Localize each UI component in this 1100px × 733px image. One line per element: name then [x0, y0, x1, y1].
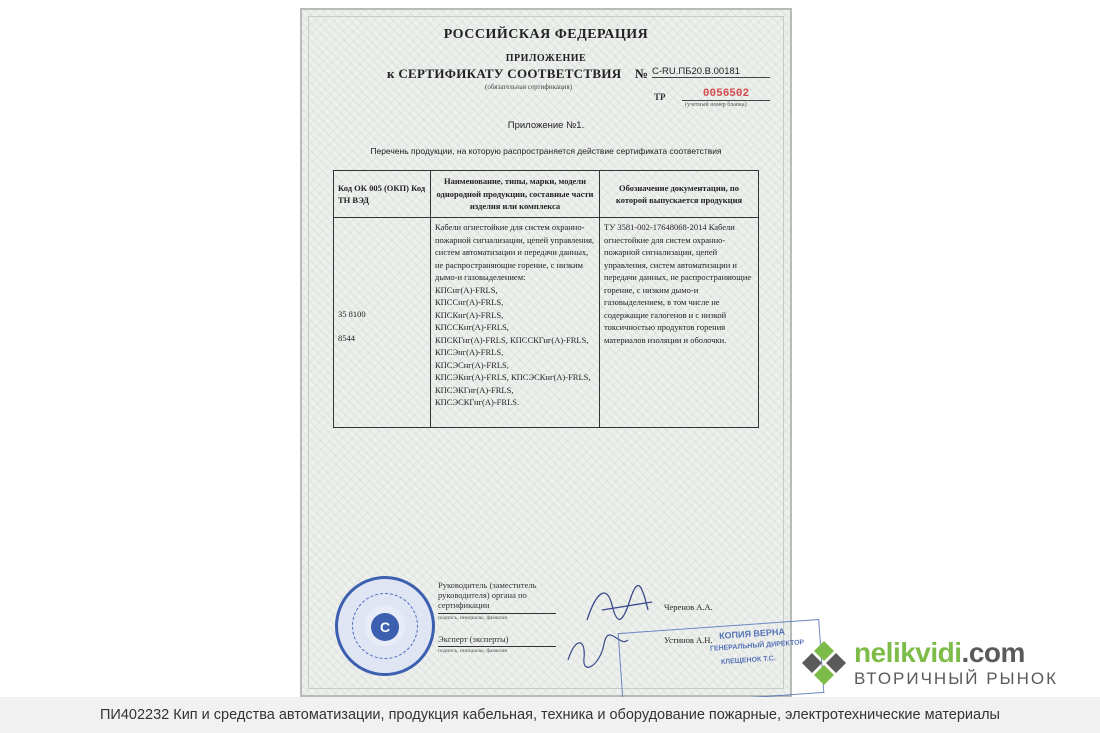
- head-role-label: Руководитель (заместитель руководителя) органа по сертификации: [438, 580, 537, 610]
- copy-verified-stamp: [618, 619, 825, 707]
- signature-line: [438, 613, 556, 614]
- product-model: КПСЭКнг(А)-FRLS, КПСЭСКнг(А)-FRLS, КПСЭКГнг(А)-FRLS,: [435, 372, 591, 395]
- logo-brand: nelikvidi: [854, 637, 962, 668]
- expert-name: Устинов А.Н.: [664, 635, 713, 645]
- tp-label: ТР: [654, 92, 666, 102]
- header-documentation: Обозначение документации, по которой выпускается продукция: [600, 171, 759, 218]
- documentation-cell: ТУ 3581-002-17648068-2014 Кабели огнестойкие для систем охранно-пожарной сигнализации, цепей управления, систем автоматизации и передачи данных, не распространяющие горение, с низким дымо-и газовыделением, в том числе не содержащие галогенов и с низкой токсичностью продуктов горения материалов изоляции и оболочки.: [600, 218, 759, 428]
- caption-text: ПИ402232 Кип и средства автоматизации, продукция кабельная, техника и оборудование пожарные, электротехнические материалы: [100, 707, 1000, 723]
- copy-stamp-line2: ГЕНЕРАЛЬНЫЙ ДИРЕКТОР: [709, 639, 805, 653]
- certificate-document: [300, 8, 805, 697]
- certificate-title: к СЕРТИФИКАТУ СООТВЕТСТВИЯ: [387, 66, 622, 81]
- appendix-number: Приложение №1.: [507, 120, 585, 131]
- site-logo[interactable]: [800, 637, 1080, 693]
- logo-domain: .com: [961, 637, 1025, 668]
- signature-line: [438, 646, 556, 647]
- product-table: [333, 170, 759, 428]
- product-model: КПССКнг(А)-FRLS,: [435, 322, 509, 332]
- product-model: КПСнг(А)-FRLS,: [435, 284, 498, 295]
- stamp-emblem: С: [371, 613, 399, 641]
- table-header-row: [334, 171, 759, 218]
- blank-note: (учетный номер бланка): [685, 102, 747, 108]
- product-model: КПСЭСКГнг(А)-FRLS.: [435, 397, 520, 407]
- product-model: КПСЭСнг(А)-FRLS,: [435, 359, 509, 370]
- signature-caption: подпись, инициалы, фамилия: [438, 615, 507, 621]
- product-model: КПСКГнг(А)-FRLS, КПССКГнг(А)-FRLS,: [435, 334, 589, 345]
- copy-stamp-line3: КЛЕЩЕНОК Т.С.: [720, 655, 776, 666]
- product-description: Кабели огнестойкие для систем охранно-пожарной сигнализации, цепей управления, систем автоматизации и передачи данных, не распространяющие горение, с низким дымо-и газовыделением:: [435, 222, 595, 282]
- appendix-label: ПРИЛОЖЕНИЕ: [505, 53, 587, 64]
- certificate-number: C-RU.ПБ20.В.00181: [652, 66, 770, 78]
- code-okp: 35 8100: [338, 309, 366, 319]
- code-tnved: 8544: [338, 333, 355, 343]
- product-model: КПССнг(А)-FRLS,: [435, 297, 504, 307]
- codes-cell: [334, 218, 431, 428]
- header-product: Наименование, типы, марки, модели однородной продукции, составные части изделия или комплекса: [431, 171, 600, 218]
- head-name: Черенов А.А.: [664, 602, 713, 612]
- logo-mark-icon: [800, 639, 848, 687]
- blank-number: 0056502: [682, 88, 770, 101]
- product-cell: [431, 218, 600, 428]
- signature-head: [582, 580, 662, 630]
- caption-bar: [0, 697, 1100, 733]
- product-model: КПСКнг(А)-FRLS,: [435, 309, 504, 320]
- number-sign: №: [635, 66, 649, 81]
- header-codes: Код ОК 005 (ОКП) Код ТН ВЭД: [334, 171, 431, 218]
- mandatory-note: (обязательная сертификация): [485, 83, 573, 91]
- country-title: РОССИЙСКАЯ ФЕДЕРАЦИЯ: [443, 27, 649, 42]
- certification-stamp: [335, 576, 435, 676]
- expert-role-label: Эксперт (эксперты): [438, 634, 509, 644]
- product-model: КПСЭнг(А)-FRLS,: [435, 347, 504, 357]
- list-heading: Перечень продукции, на которую распространяется действие сертификата соответствия: [370, 146, 722, 156]
- table-row: [334, 218, 759, 428]
- logo-tagline: ВТОРИЧНЫЙ РЫНОК: [854, 669, 1058, 688]
- logo-wordmark: [854, 637, 1025, 669]
- signature-caption: подпись, инициалы, фамилия: [438, 648, 507, 654]
- copy-stamp-line1: КОПИЯ ВЕРНА: [718, 626, 786, 642]
